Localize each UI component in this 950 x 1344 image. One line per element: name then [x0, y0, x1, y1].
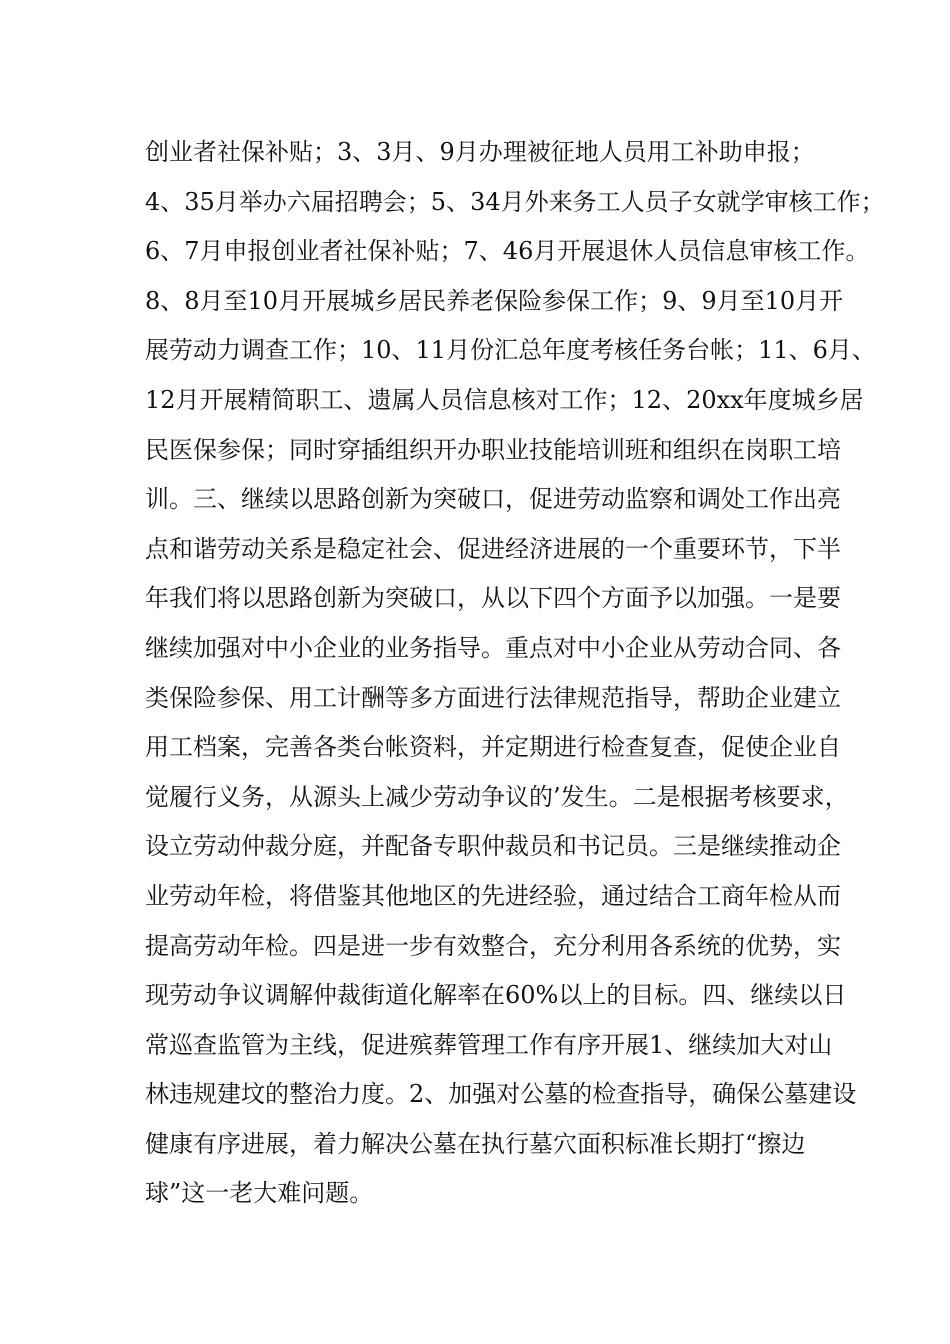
text-line: 提高劳动年检。四是进一步有效整合，充分利用各系统的优势，实: [145, 931, 841, 960]
text-line: 常巡查监管为主线，促进殡葬管理工作有序开展1、继续加大对山: [145, 1030, 833, 1059]
text-line: 点和谐劳动关系是稳定社会、促进经济进展的一个重要环节，下半: [145, 534, 841, 563]
text-line: 健康有序进展，着力解决公墓在执行墓穴面积标准长期打“擦边: [145, 1129, 806, 1158]
text-line: 业劳动年检，将借鉴其他地区的先进经验，通过结合工商年检从而: [145, 881, 841, 910]
text-line: 年我们将以思路创新为突破口，从以下四个方面予以加强。一是要: [145, 584, 841, 613]
text-line: 8、8月至10月开展城乡居民养老保险参保工作；9、9月至10月开: [145, 286, 844, 315]
text-line: 12月开展精简职工、遗属人员信息核对工作；12、20xx年度城乡居: [145, 385, 864, 414]
text-line: 球”这一老大难问题。: [145, 1179, 374, 1208]
text-line: 展劳动力调查工作；10、11月份汇总年度考核任务台帐；11、6月、: [145, 336, 876, 365]
text-line: 现劳动争议调解仲裁街道化解率在60%以上的目标。四、继续以日: [145, 981, 847, 1010]
text-line: 创业者社保补贴；3、3月、9月办理被征地人员用工补助申报；: [145, 138, 815, 166]
text-line: 6、7月申报创业者社保补贴；7、46月开展退休人员信息审核工作。: [145, 237, 870, 266]
text-line: 类保险参保、用工计酬等多方面进行法律规范指导，帮助企业建立: [145, 683, 841, 712]
body-text: [145, 128, 885, 1219]
text-line: 民医保参保；同时穿插组织开办职业技能培训班和组织在岗职工培: [145, 435, 841, 464]
text-line: 设立劳动仲裁分庭，并配备专职仲裁员和书记员。三是继续推动企: [145, 832, 841, 861]
text-line: 林违规建坟的整治力度。2、加强对公墓的检查指导，确保公墓建设: [145, 1080, 857, 1109]
text-line: 4、35月举办六届招聘会；5、34月外来务工人员子女就学审核工作；: [145, 187, 885, 216]
text-line: 用工档案，完善各类台帐资料，并定期进行检查复查，促使企业自: [145, 733, 841, 762]
text-line: 训。三、继续以思路创新为突破口，促进劳动监察和调处工作出亮: [145, 485, 841, 514]
text-line: 继续加强对中小企业的业务指导。重点对中小企业从劳动合同、各: [145, 633, 841, 662]
text-line: 觉履行义务，从源头上减少劳动争议的’发生。二是根据考核要求，: [145, 782, 849, 811]
